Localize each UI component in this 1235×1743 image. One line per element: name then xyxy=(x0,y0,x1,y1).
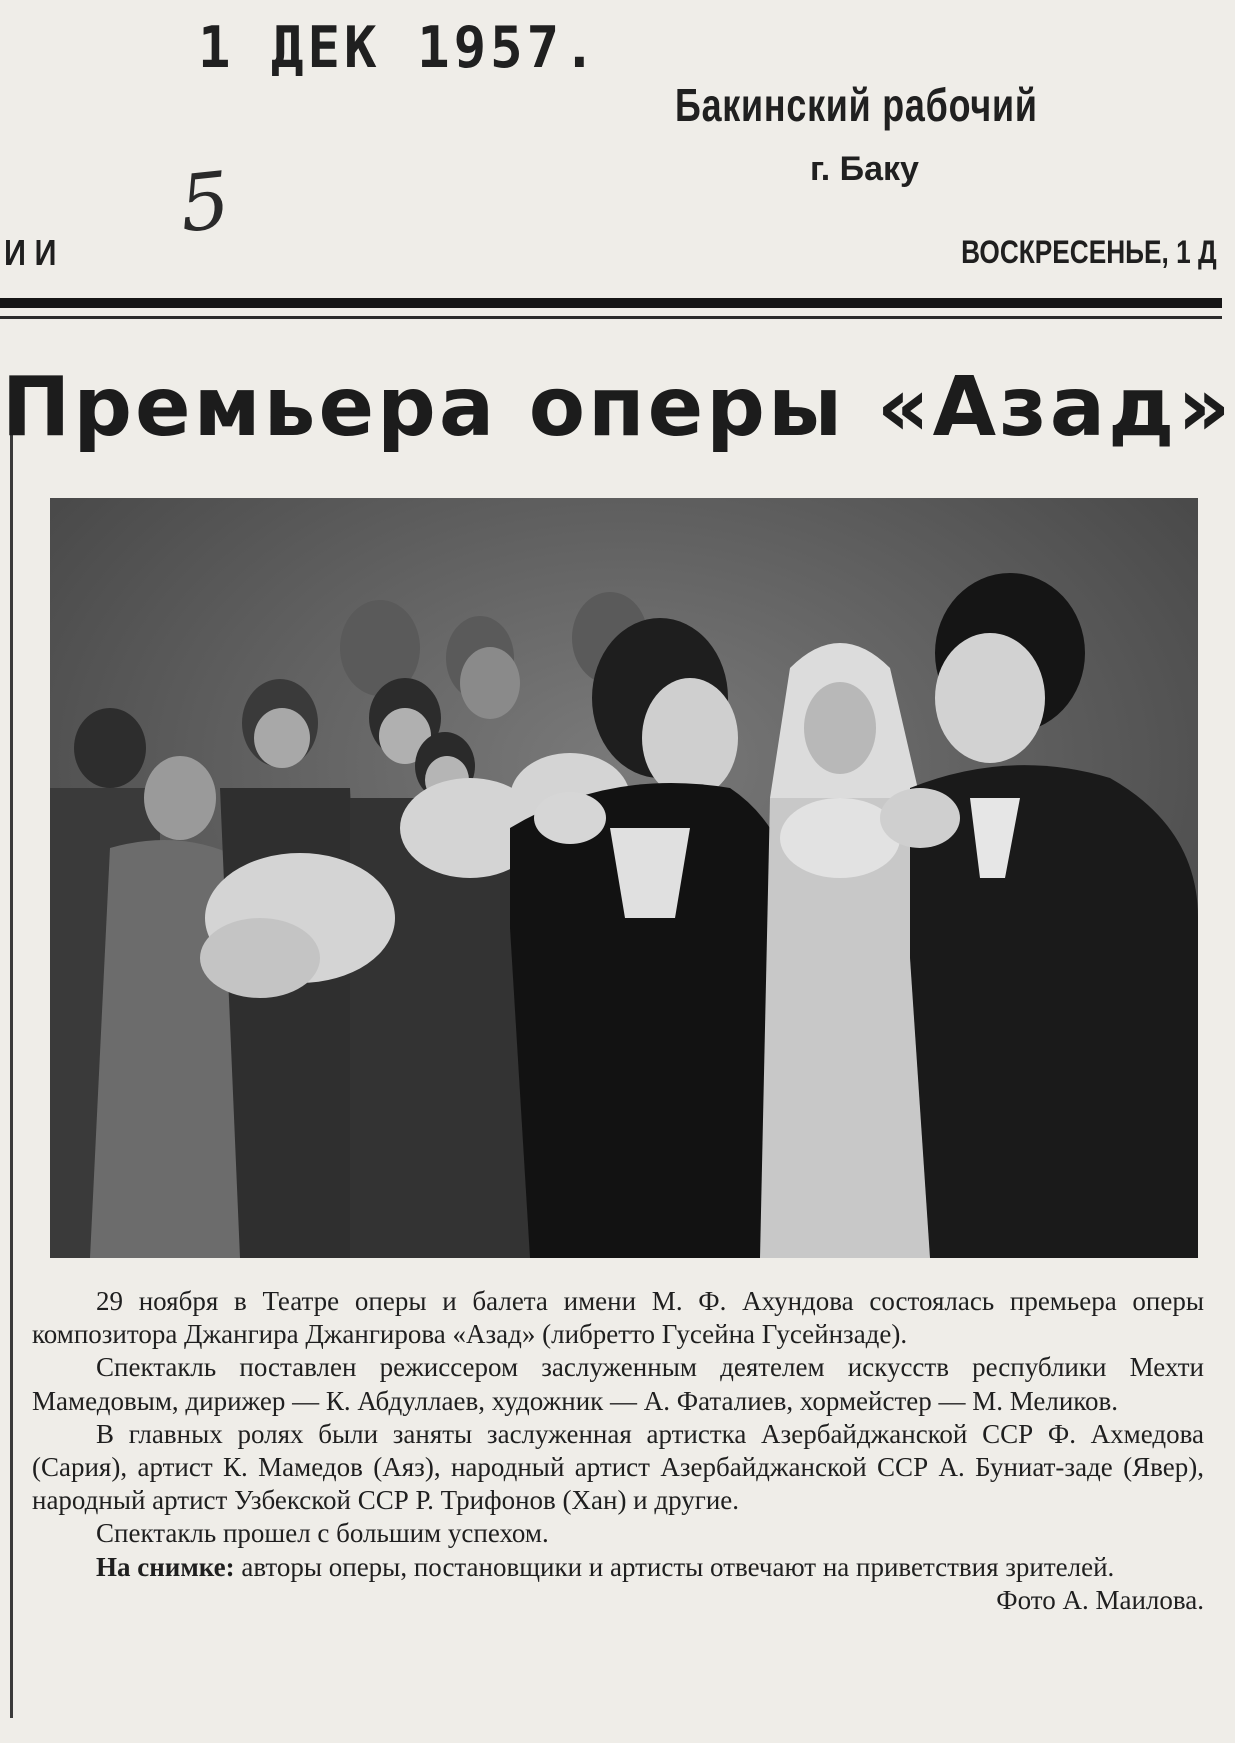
masthead-rule-thick xyxy=(0,298,1222,308)
clipping-edge xyxy=(10,378,13,1718)
stamp-date: 1 ДЕК 1957. xyxy=(198,14,600,81)
photo-caption-lead: На снимке: xyxy=(96,1551,235,1582)
article-paragraph: В главных ролях были заняты заслуженная артистка Азербайджанской ССР Ф. Ахмедова (Сария), артист К. Мамедов (Аяз), народный артист Азербайджанской ССР А. Буниат-заде (Явер), народный артист Узбекской ССР Р. Трифонов (Хан) и другие. xyxy=(32,1418,1204,1516)
article-paragraph: Спектакль прошел с большим успехом. xyxy=(96,1518,549,1549)
article-paragraph: 29 ноября в Театре оперы и балета имени М. Ф. Ахундова состоялась премьера оперы композитора Джангира Джангирова «Азад» (либретто Гусейна Гусейнзаде). xyxy=(32,1286,1204,1350)
article-photo xyxy=(50,498,1198,1258)
photo-credit: Фото А. Маилова. xyxy=(996,1584,1204,1615)
article-paragraph: Спектакль поставлен режиссером заслуженным деятелем искусств республики Мехти Мамедовым, дирижер — К. Абдуллаев, художник — А. Фаталиев, хормейстер — М. Меликов. xyxy=(32,1352,1204,1416)
newspaper-city: г. Баку xyxy=(810,150,919,188)
photo-illustration xyxy=(50,498,1198,1258)
article-headline: Премьера оперы «Азад» xyxy=(1,360,1234,455)
masthead-rule-thin xyxy=(0,316,1222,319)
photo-caption-text: авторы оперы, постановщики и артисты отвечают на приветствия зрителей. xyxy=(241,1551,1115,1582)
masthead-left-fragment: И И xyxy=(4,232,57,273)
newspaper-name: Бакинский рабочий xyxy=(675,79,1038,131)
photo-caption xyxy=(32,1551,1204,1615)
handwritten-note: 5 xyxy=(175,155,235,251)
article-body xyxy=(32,1285,1204,1617)
masthead-date-line: ВОСКРЕСЕНЬЕ, 1 Д xyxy=(961,234,1217,270)
